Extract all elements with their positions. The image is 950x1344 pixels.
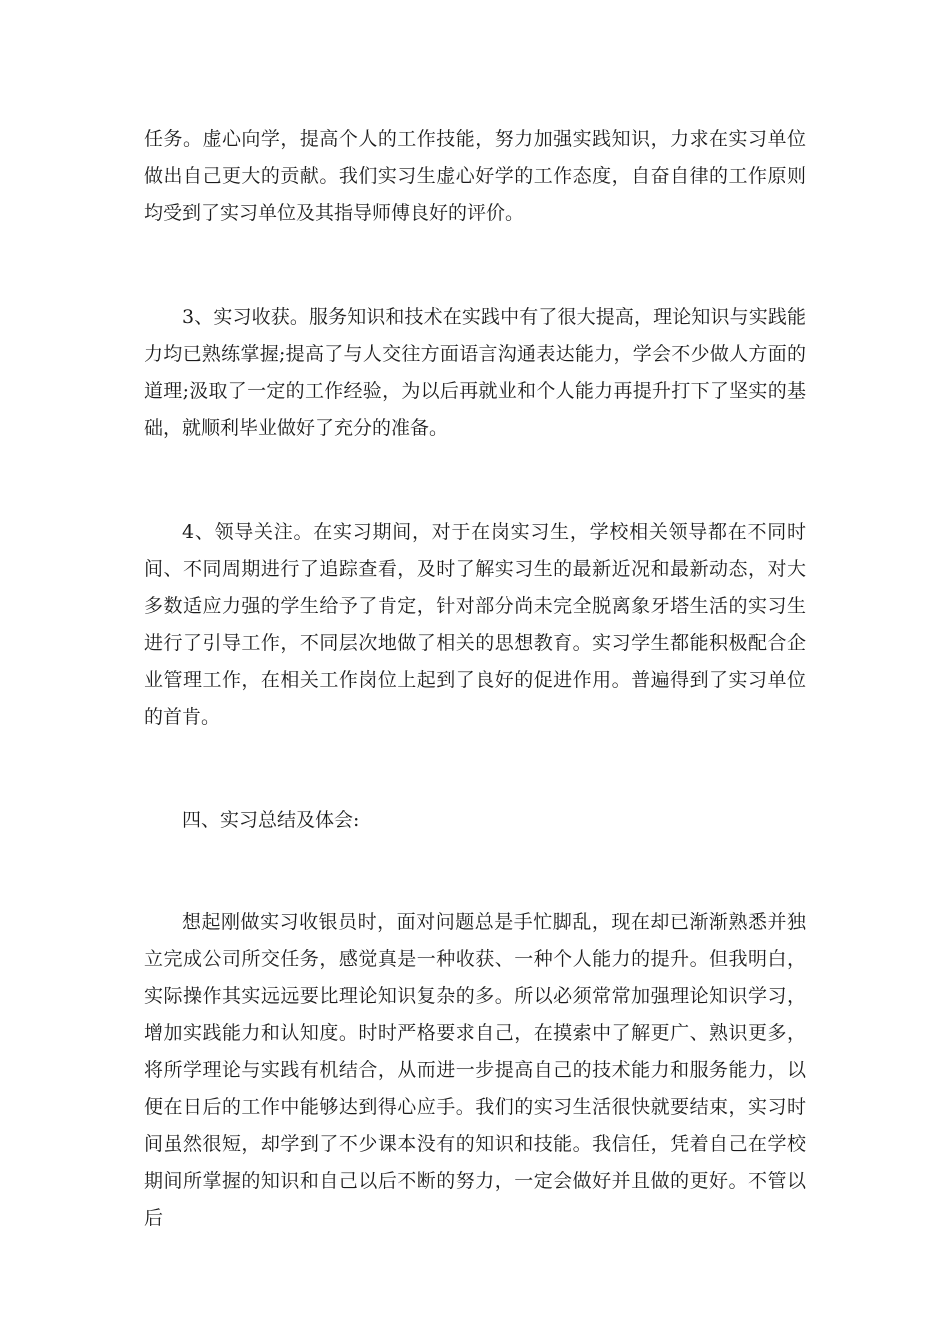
section-heading-summary: 四、实习总结及体会: xyxy=(182,809,360,831)
paragraph-continuation: 任务。虚心向学，提高个人的工作技能，努力加强实践知识，力求在实习单位做出自己更大的贡献。我们实习生虚心好学的工作态度，自奋自律的工作原则均受到了实习单位及其指导师傅良好的评价。 xyxy=(144,128,806,224)
paragraph-summary: 想起刚做实习收银员时，面对问题总是手忙脚乱，现在却已渐渐熟悉并独立完成公司所交任务，感觉真是一种收获、一种个人能力的提升。但我明白，实际操作其实远远要比理论知识复杂的多。所以必须常常加强理论知识学习，增加实践能力和认知度。时时严格要求自己，在摸索中了解更广、熟识更多，将所学理论与实践有机结合，从而进一步提高自己的技术能力和服务能力，以便在日后的工作中能够达到得心应手。我们的实习生活很快就要结束，实习时间虽然很短，却学到了不少课本没有的知识和技能。我信任，凭着自己在学校期间所掌握的知识和自己以后不断的努力，一定会做好并且做的更好。不管以后 xyxy=(144,911,806,1229)
paragraph-leadership-attention: 4、领导关注。在实习期间，对于在岗实习生，学校相关领导都在不同时间、不同周期进行了追踪查看，及时了解实习生的最新近况和最新动态，对大多数适应力强的学生给予了肯定，针对部分尚未完全脱离象牙塔生活的实习生进行了引导工作，不同层次地做了相关的思想教育。实习学生都能积极配合企业管理工作，在相关工作岗位上起到了良好的促进作用。普遍得到了实习单位的首肯。 xyxy=(144,521,806,728)
paragraph-internship-gains: 3、实习收获。服务知识和技术在实践中有了很大提高，理论知识与实践能力均已熟练掌握;提高了与人交往方面语言沟通表达能力，学会不少做人方面的道理;汲取了一定的工作经验，为以后再就业和个人能力再提升打下了坚实的基础，就顺利毕业做好了充分的准备。 xyxy=(144,306,806,439)
